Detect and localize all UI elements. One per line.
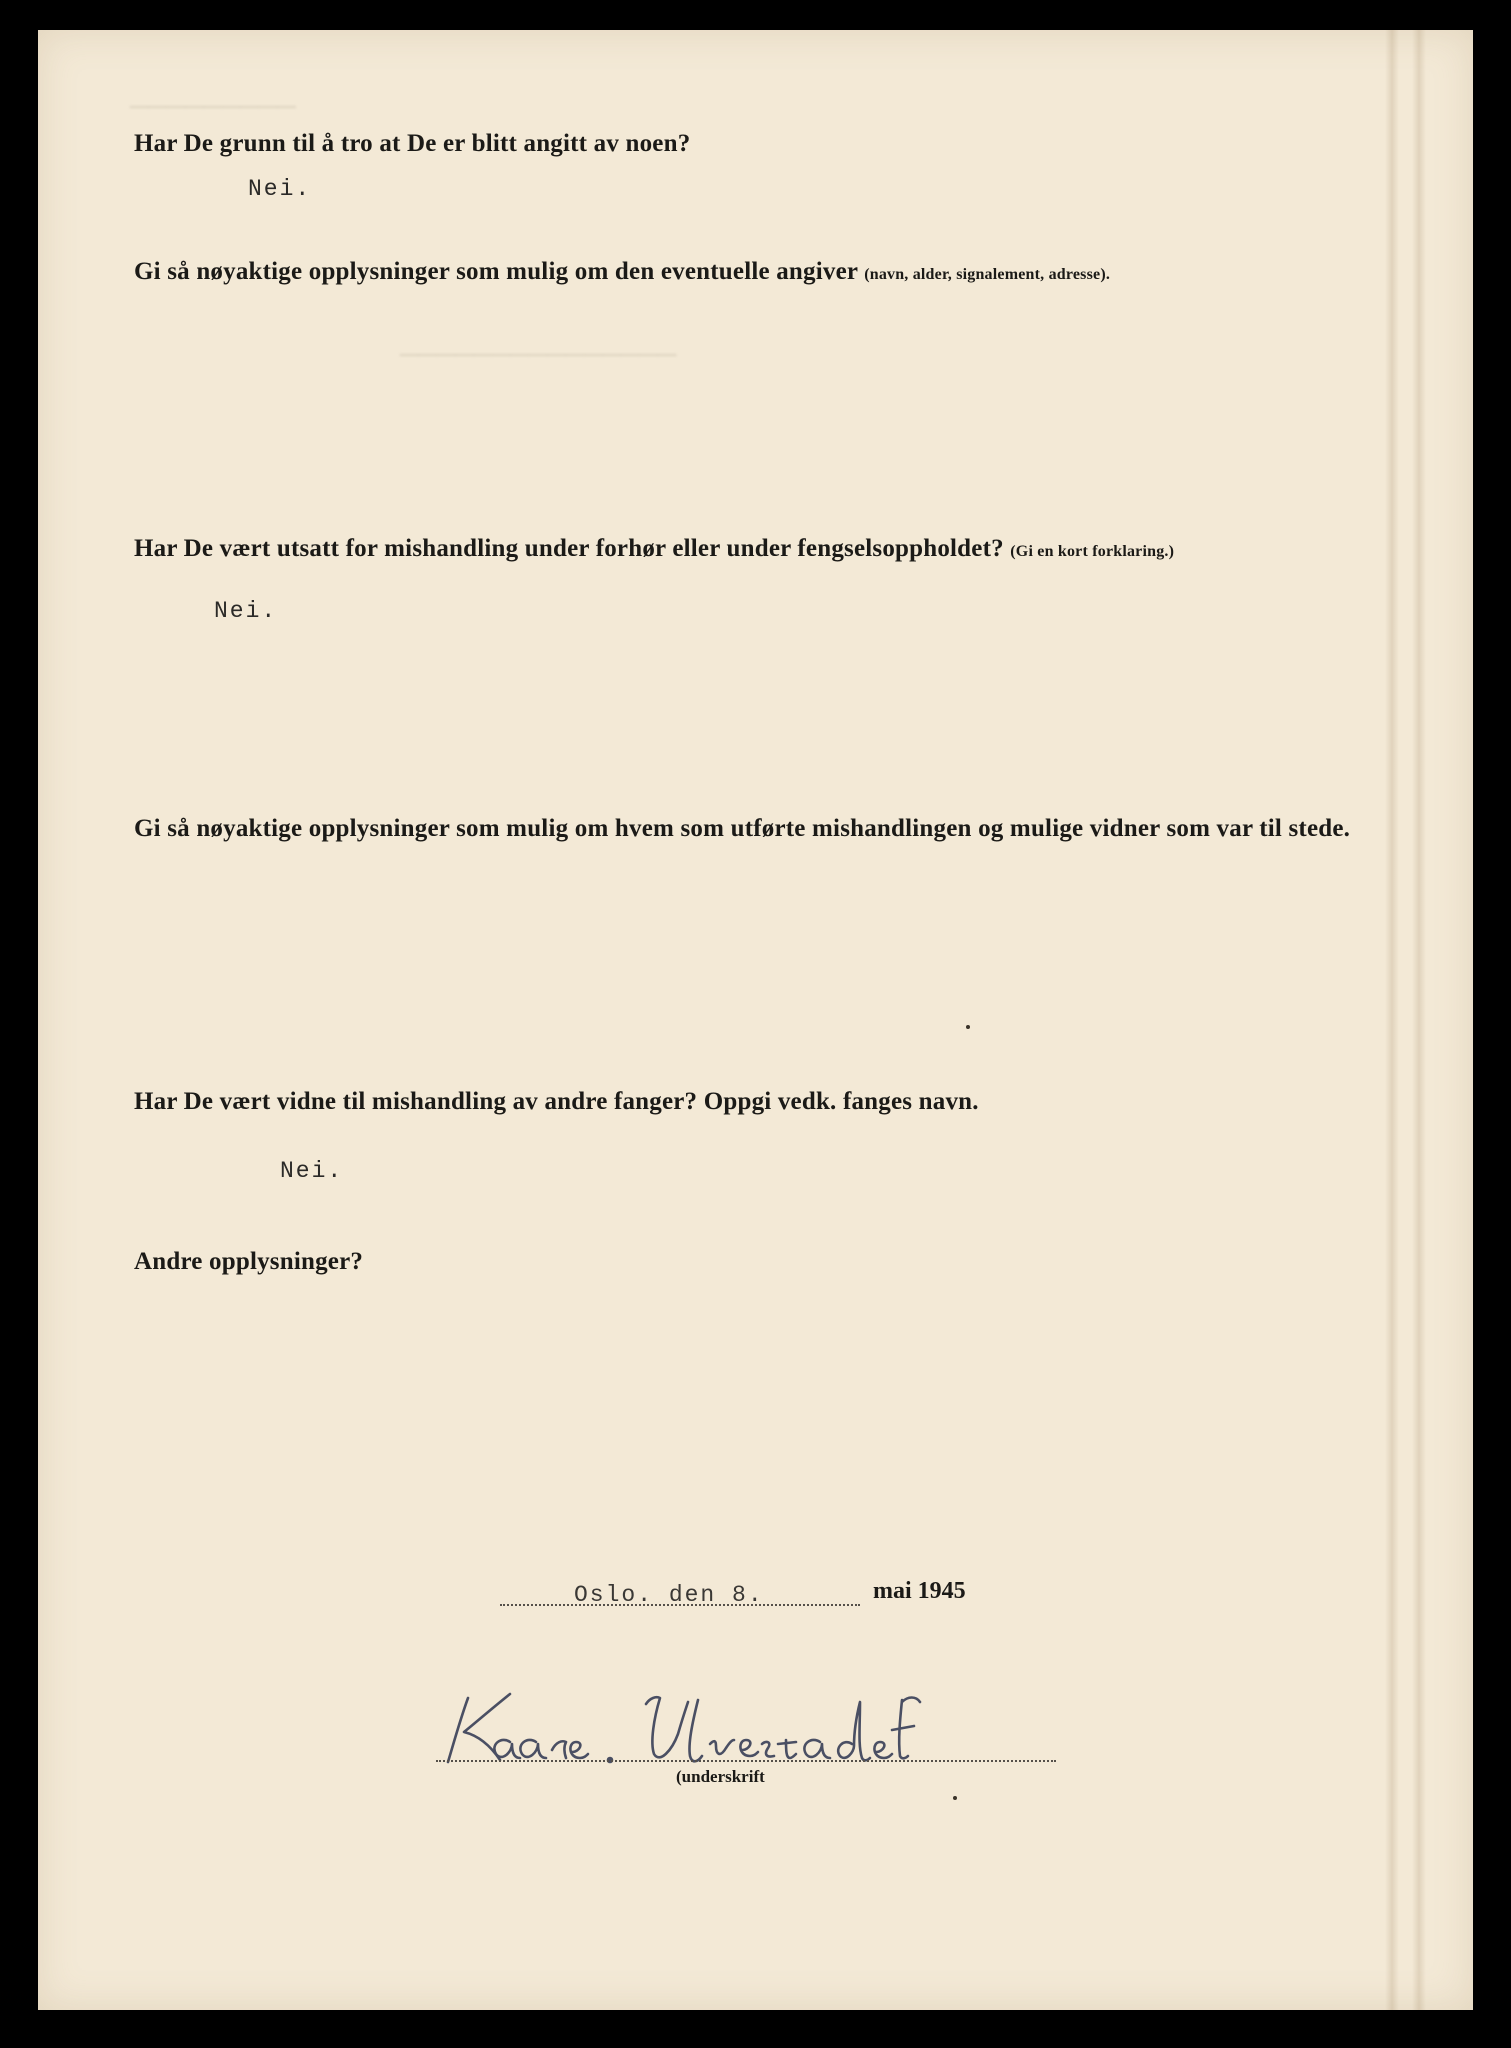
place-date-typed: Oslo. den 8. [574,1582,764,1608]
question-mistreatment-note: (Gi en kort forklaring.) [1010,543,1175,560]
answer-mistreatment: Nei. [214,598,278,624]
question-informer-details [134,258,1110,286]
page-fold [1385,30,1399,2010]
paper-speck [966,1025,970,1029]
bleed-through-mark: ───────── [130,92,296,121]
page-fold [1412,30,1426,2010]
question-mistreatment [134,535,1174,563]
paper-speck [953,1796,957,1800]
question-witnessed-mistreatment: Har De vært vidne til mishandling av andre fanger? Oppgi vedk. fanges navn. [134,1088,979,1115]
question-perpetrators-witnesses: Gi så nøyaktige opplysninger som mulig om hvem som utførte mishandlingen og mulige vidner som var til stede. [134,815,1351,842]
question-other-information: Andre opplysninger? [134,1248,364,1275]
question-informer-details-text: Gi så nøyaktige opplysninger som mulig om den eventuelle angiver [134,258,858,285]
question-mistreatment-text: Har De vært utsatt for mishandling under forhør eller under fengselsoppholdet? [134,535,1004,562]
signature-label: (underskrift [676,1767,765,1786]
answer-witnessed-mistreatment: Nei. [280,1158,344,1184]
question-informer-details-note: (navn, alder, signalement, adresse). [864,266,1111,283]
signature-dotted-line [436,1760,1056,1762]
answer-denounced: Nei. [248,176,312,202]
question-denounced: Har De grunn til å tro at De er blitt angitt av noen? [134,130,691,157]
bleed-through-mark: ─────────────── [400,340,677,369]
date-printed: mai 1945 [873,1578,966,1604]
handwritten-signature [440,1680,1080,1770]
